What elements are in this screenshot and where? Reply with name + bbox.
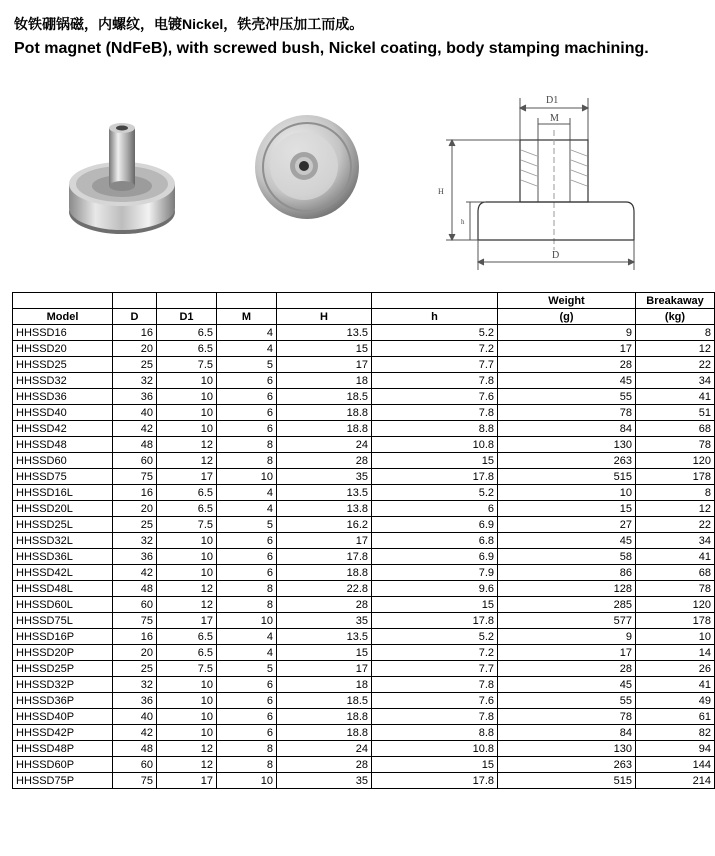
value-cell: 12 (157, 581, 217, 597)
value-cell: 10 (498, 485, 636, 501)
value-cell: 263 (498, 453, 636, 469)
table-row (13, 709, 715, 725)
model-cell: HHSSD32 (13, 373, 113, 389)
header-cell (372, 293, 498, 309)
value-cell: 10 (217, 469, 277, 485)
value-cell: 24 (277, 437, 372, 453)
table-row (13, 421, 715, 437)
header-d: D (113, 309, 157, 325)
value-cell: 18.8 (277, 421, 372, 437)
value-cell: 7.8 (372, 709, 498, 725)
drawing-label-d: D (552, 250, 560, 261)
header-breakaway: Breakaway (636, 293, 715, 309)
value-cell: 75 (113, 773, 157, 789)
value-cell: 28 (277, 757, 372, 773)
value-cell: 285 (498, 597, 636, 613)
value-cell: 18.8 (277, 709, 372, 725)
value-cell: 18.5 (277, 389, 372, 405)
table-row (13, 629, 715, 645)
model-cell: HHSSD60P (13, 757, 113, 773)
value-cell: 32 (113, 373, 157, 389)
header-m: M (217, 309, 277, 325)
value-cell: 4 (217, 485, 277, 501)
value-cell: 28 (277, 453, 372, 469)
value-cell: 10 (217, 773, 277, 789)
value-cell: 7.8 (372, 373, 498, 389)
value-cell: 12 (636, 501, 715, 517)
value-cell: 178 (636, 469, 715, 485)
value-cell: 40 (113, 709, 157, 725)
value-cell: 12 (157, 741, 217, 757)
value-cell: 120 (636, 597, 715, 613)
model-cell: HHSSD48 (13, 437, 113, 453)
value-cell: 18.8 (277, 405, 372, 421)
value-cell: 78 (498, 709, 636, 725)
value-cell: 7.2 (372, 341, 498, 357)
value-cell: 15 (277, 341, 372, 357)
model-cell: HHSSD40 (13, 405, 113, 421)
technical-drawing (428, 90, 674, 276)
value-cell: 6.5 (157, 629, 217, 645)
model-cell: HHSSD16 (13, 325, 113, 341)
value-cell: 28 (498, 661, 636, 677)
value-cell: 14 (636, 645, 715, 661)
value-cell: 35 (277, 613, 372, 629)
value-cell: 5.2 (372, 485, 498, 501)
table-row (13, 373, 715, 389)
value-cell: 128 (498, 581, 636, 597)
value-cell: 35 (277, 469, 372, 485)
header-weight: Weight (498, 293, 636, 309)
value-cell: 515 (498, 469, 636, 485)
value-cell: 12 (636, 341, 715, 357)
model-cell: HHSSD48L (13, 581, 113, 597)
table-row (13, 661, 715, 677)
model-cell: HHSSD16P (13, 629, 113, 645)
drawing-label-h-total: H (438, 187, 444, 196)
value-cell: 6 (217, 725, 277, 741)
value-cell: 25 (113, 517, 157, 533)
value-cell: 7.5 (157, 661, 217, 677)
table-header-row-bottom (13, 309, 715, 325)
table-row (13, 581, 715, 597)
value-cell: 6.9 (372, 549, 498, 565)
value-cell: 10 (157, 725, 217, 741)
drawing-label-m: M (550, 113, 559, 124)
table-row (13, 437, 715, 453)
model-cell: HHSSD60 (13, 453, 113, 469)
value-cell: 75 (113, 469, 157, 485)
title-english: Pot magnet (NdFeB), with screwed bush, Nickel coating, body stamping machining. (14, 40, 649, 57)
value-cell: 10 (157, 405, 217, 421)
value-cell: 5.2 (372, 325, 498, 341)
model-cell: HHSSD32L (13, 533, 113, 549)
model-cell: HHSSD40P (13, 709, 113, 725)
header-cell (277, 293, 372, 309)
header-cell (13, 293, 113, 309)
value-cell: 5 (217, 357, 277, 373)
value-cell: 20 (113, 501, 157, 517)
value-cell: 6.8 (372, 533, 498, 549)
value-cell: 15 (372, 453, 498, 469)
value-cell: 6 (217, 565, 277, 581)
value-cell: 7.8 (372, 405, 498, 421)
table-row (13, 389, 715, 405)
value-cell: 7.5 (157, 357, 217, 373)
table-row (13, 469, 715, 485)
value-cell: 5.2 (372, 629, 498, 645)
value-cell: 8 (217, 757, 277, 773)
value-cell: 27 (498, 517, 636, 533)
value-cell: 6.5 (157, 485, 217, 501)
value-cell: 17 (157, 469, 217, 485)
value-cell: 13.5 (277, 325, 372, 341)
value-cell: 18.5 (277, 693, 372, 709)
header-h-small: h (372, 309, 498, 325)
model-cell: HHSSD75P (13, 773, 113, 789)
value-cell: 82 (636, 725, 715, 741)
value-cell: 6 (217, 373, 277, 389)
value-cell: 6 (217, 405, 277, 421)
value-cell: 16 (113, 629, 157, 645)
value-cell: 10 (157, 421, 217, 437)
value-cell: 4 (217, 325, 277, 341)
value-cell: 7.2 (372, 645, 498, 661)
value-cell: 16.2 (277, 517, 372, 533)
value-cell: 577 (498, 613, 636, 629)
value-cell: 16 (113, 485, 157, 501)
value-cell: 6 (217, 677, 277, 693)
value-cell: 7.9 (372, 565, 498, 581)
value-cell: 25 (113, 661, 157, 677)
value-cell: 20 (113, 645, 157, 661)
value-cell: 68 (636, 421, 715, 437)
magnet-side-photo (64, 112, 180, 240)
value-cell: 17.8 (372, 469, 498, 485)
value-cell: 8 (217, 597, 277, 613)
value-cell: 40 (113, 405, 157, 421)
table-row (13, 773, 715, 789)
value-cell: 15 (277, 645, 372, 661)
value-cell: 42 (113, 421, 157, 437)
value-cell: 41 (636, 677, 715, 693)
value-cell: 18.8 (277, 565, 372, 581)
table-row (13, 485, 715, 501)
value-cell: 34 (636, 373, 715, 389)
value-cell: 7.8 (372, 677, 498, 693)
model-cell: HHSSD36 (13, 389, 113, 405)
table-row (13, 645, 715, 661)
table-row (13, 517, 715, 533)
value-cell: 58 (498, 549, 636, 565)
value-cell: 10 (157, 389, 217, 405)
value-cell: 86 (498, 565, 636, 581)
value-cell: 22 (636, 517, 715, 533)
value-cell: 28 (277, 597, 372, 613)
value-cell: 94 (636, 741, 715, 757)
value-cell: 42 (113, 565, 157, 581)
value-cell: 22.8 (277, 581, 372, 597)
table-row (13, 533, 715, 549)
value-cell: 10 (157, 565, 217, 581)
value-cell: 35 (277, 773, 372, 789)
table-row (13, 597, 715, 613)
drawing-label-h-small: h (461, 218, 465, 226)
value-cell: 4 (217, 341, 277, 357)
value-cell: 41 (636, 549, 715, 565)
value-cell: 42 (113, 725, 157, 741)
value-cell: 6 (217, 389, 277, 405)
table-row (13, 357, 715, 373)
model-cell: HHSSD16L (13, 485, 113, 501)
value-cell: 13.5 (277, 485, 372, 501)
model-cell: HHSSD36P (13, 693, 113, 709)
table-row (13, 613, 715, 629)
table-row (13, 341, 715, 357)
value-cell: 9 (498, 629, 636, 645)
spec-table (12, 292, 715, 789)
value-cell: 7.6 (372, 693, 498, 709)
value-cell: 17.8 (372, 773, 498, 789)
model-cell: HHSSD75 (13, 469, 113, 485)
value-cell: 6.9 (372, 517, 498, 533)
value-cell: 12 (157, 757, 217, 773)
value-cell: 34 (636, 533, 715, 549)
value-cell: 22 (636, 357, 715, 373)
value-cell: 10 (157, 549, 217, 565)
value-cell: 10 (157, 533, 217, 549)
model-cell: HHSSD42 (13, 421, 113, 437)
value-cell: 8 (217, 581, 277, 597)
model-cell: HHSSD25 (13, 357, 113, 373)
value-cell: 5 (217, 661, 277, 677)
value-cell: 17 (498, 645, 636, 661)
value-cell: 10.8 (372, 437, 498, 453)
value-cell: 7.7 (372, 357, 498, 373)
value-cell: 60 (113, 757, 157, 773)
value-cell: 78 (636, 437, 715, 453)
table-row (13, 549, 715, 565)
model-cell: HHSSD42L (13, 565, 113, 581)
value-cell: 18 (277, 677, 372, 693)
model-cell: HHSSD48P (13, 741, 113, 757)
table-row (13, 693, 715, 709)
drawing-label-d1: D1 (546, 95, 559, 106)
header-h-total: H (277, 309, 372, 325)
value-cell: 17 (498, 341, 636, 357)
value-cell: 10 (157, 677, 217, 693)
value-cell: 48 (113, 581, 157, 597)
value-cell: 10 (157, 693, 217, 709)
value-cell: 48 (113, 741, 157, 757)
value-cell: 32 (113, 533, 157, 549)
header-cell (157, 293, 217, 309)
value-cell: 41 (636, 389, 715, 405)
value-cell: 48 (113, 437, 157, 453)
value-cell: 8 (636, 485, 715, 501)
value-cell: 9.6 (372, 581, 498, 597)
value-cell: 24 (277, 741, 372, 757)
value-cell: 49 (636, 693, 715, 709)
table-row (13, 757, 715, 773)
value-cell: 32 (113, 677, 157, 693)
value-cell: 6.5 (157, 645, 217, 661)
value-cell: 6 (217, 533, 277, 549)
table-row (13, 565, 715, 581)
value-cell: 84 (498, 725, 636, 741)
value-cell: 36 (113, 549, 157, 565)
value-cell: 17 (157, 613, 217, 629)
value-cell: 15 (372, 757, 498, 773)
value-cell: 4 (217, 501, 277, 517)
value-cell: 17.8 (277, 549, 372, 565)
value-cell: 15 (498, 501, 636, 517)
value-cell: 6.5 (157, 501, 217, 517)
title-chinese: 钕铁硼锅磁，内螺纹，电镀Nickel，铁壳冲压加工而成。 (14, 16, 364, 32)
value-cell: 12 (157, 453, 217, 469)
value-cell: 15 (372, 597, 498, 613)
value-cell: 61 (636, 709, 715, 725)
value-cell: 17 (157, 773, 217, 789)
value-cell: 55 (498, 693, 636, 709)
header-breakaway-unit: (kg) (636, 309, 715, 325)
model-cell: HHSSD20 (13, 341, 113, 357)
value-cell: 130 (498, 741, 636, 757)
value-cell: 17 (277, 661, 372, 677)
table-row (13, 405, 715, 421)
table-row (13, 501, 715, 517)
value-cell: 16 (113, 325, 157, 341)
header-cell (113, 293, 157, 309)
model-cell: HHSSD32P (13, 677, 113, 693)
value-cell: 60 (113, 453, 157, 469)
value-cell: 36 (113, 389, 157, 405)
value-cell: 6 (372, 501, 498, 517)
magnet-top-photo (252, 112, 362, 222)
value-cell: 263 (498, 757, 636, 773)
value-cell: 51 (636, 405, 715, 421)
value-cell: 18.8 (277, 725, 372, 741)
value-cell: 10 (217, 613, 277, 629)
value-cell: 7.5 (157, 517, 217, 533)
value-cell: 45 (498, 373, 636, 389)
value-cell: 20 (113, 341, 157, 357)
model-cell: HHSSD75L (13, 613, 113, 629)
value-cell: 515 (498, 773, 636, 789)
value-cell: 60 (113, 597, 157, 613)
value-cell: 8.8 (372, 421, 498, 437)
model-cell: HHSSD42P (13, 725, 113, 741)
value-cell: 10 (157, 373, 217, 389)
table-header-row-top (13, 293, 715, 309)
value-cell: 26 (636, 661, 715, 677)
model-cell: HHSSD60L (13, 597, 113, 613)
value-cell: 6 (217, 549, 277, 565)
value-cell: 25 (113, 357, 157, 373)
value-cell: 7.6 (372, 389, 498, 405)
value-cell: 8 (217, 453, 277, 469)
header-model: Model (13, 309, 113, 325)
value-cell: 5 (217, 517, 277, 533)
value-cell: 78 (636, 581, 715, 597)
model-cell: HHSSD20P (13, 645, 113, 661)
value-cell: 6 (217, 693, 277, 709)
value-cell: 6 (217, 709, 277, 725)
value-cell: 13.8 (277, 501, 372, 517)
model-cell: HHSSD25L (13, 517, 113, 533)
value-cell: 55 (498, 389, 636, 405)
value-cell: 6.5 (157, 341, 217, 357)
value-cell: 17 (277, 533, 372, 549)
value-cell: 36 (113, 693, 157, 709)
table-row (13, 677, 715, 693)
model-cell: HHSSD25P (13, 661, 113, 677)
value-cell: 12 (157, 597, 217, 613)
value-cell: 45 (498, 677, 636, 693)
table-row (13, 725, 715, 741)
value-cell: 8 (217, 437, 277, 453)
value-cell: 144 (636, 757, 715, 773)
value-cell: 10.8 (372, 741, 498, 757)
value-cell: 8 (636, 325, 715, 341)
value-cell: 6 (217, 421, 277, 437)
table-row (13, 453, 715, 469)
value-cell: 130 (498, 437, 636, 453)
value-cell: 18 (277, 373, 372, 389)
value-cell: 84 (498, 421, 636, 437)
model-cell: HHSSD36L (13, 549, 113, 565)
value-cell: 28 (498, 357, 636, 373)
value-cell: 10 (636, 629, 715, 645)
value-cell: 45 (498, 533, 636, 549)
header-weight-unit: (g) (498, 309, 636, 325)
header-cell (217, 293, 277, 309)
value-cell: 10 (157, 709, 217, 725)
header-d1: D1 (157, 309, 217, 325)
value-cell: 7.7 (372, 661, 498, 677)
table-row (13, 325, 715, 341)
value-cell: 78 (498, 405, 636, 421)
value-cell: 9 (498, 325, 636, 341)
table-row (13, 741, 715, 757)
value-cell: 17.8 (372, 613, 498, 629)
value-cell: 13.5 (277, 629, 372, 645)
value-cell: 68 (636, 565, 715, 581)
value-cell: 4 (217, 629, 277, 645)
value-cell: 17 (277, 357, 372, 373)
value-cell: 8 (217, 741, 277, 757)
value-cell: 6.5 (157, 325, 217, 341)
value-cell: 12 (157, 437, 217, 453)
value-cell: 120 (636, 453, 715, 469)
value-cell: 214 (636, 773, 715, 789)
value-cell: 4 (217, 645, 277, 661)
value-cell: 8.8 (372, 725, 498, 741)
value-cell: 178 (636, 613, 715, 629)
model-cell: HHSSD20L (13, 501, 113, 517)
value-cell: 75 (113, 613, 157, 629)
